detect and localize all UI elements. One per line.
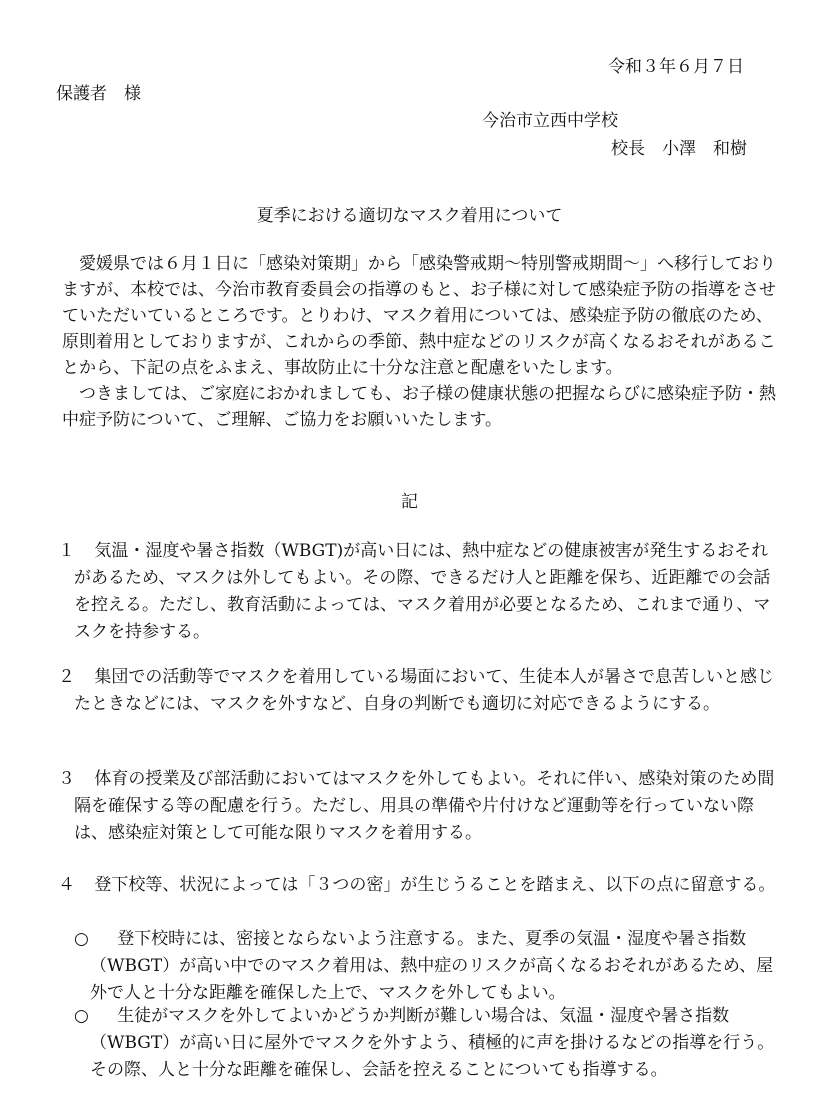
- circle-bullet-icon: ○: [74, 1006, 89, 1026]
- list-item-3: [58, 766, 776, 847]
- intro-section: [62, 251, 780, 433]
- list-item-4: [58, 872, 776, 899]
- principal-name: 校長 小澤 和樹: [611, 139, 747, 159]
- item-text: 体育の授業及び部活動においてはマスクを外してもよい。それに伴い、感染対策のため間隔を確保する等の配慮を行う。ただし、用具の準備や片付けなど運動等を行っていない際は、感染症対策として可能な限りマスクを着用する。: [74, 769, 775, 843]
- list-item-2: [58, 664, 776, 718]
- recipient: 保護者 様: [56, 84, 141, 104]
- item-number: ４: [58, 875, 75, 895]
- item-number: ３: [58, 769, 75, 789]
- school-name: 今治市立西中学校: [482, 111, 618, 131]
- document-date: 令和３年６月７日: [608, 57, 744, 77]
- item-number: ２: [58, 667, 75, 687]
- sub-item-text: 生徒がマスクを外してよいかどうか判断が難しい場合は、気温・湿度や暑さ指数（WBGT）が高い日に屋外でマスクを外すよう、積極的に声を掛けるなどの指導を行う。その際、人と十分な距離を確保し、会話を控えることについても指導する。: [90, 1006, 775, 1080]
- circle-bullet-icon: ○: [74, 929, 89, 949]
- list-item-1: [58, 538, 776, 646]
- intro-paragraph-2: つきましては、ご家庭におかれましても、お子様の健康状態の把握ならびに感染症予防・熱中症予防について、ご理解、ご協力をお願いいたします。: [62, 384, 776, 430]
- sub-item-1: [74, 926, 776, 1007]
- document-title: 夏季における適切なマスク着用について: [256, 206, 563, 226]
- sub-item-2: [74, 1003, 776, 1084]
- sub-item-text: 登下校時には、密接とならないよう注意する。また、夏季の気温・湿度や暑さ指数（WBGT）が高い中でのマスク着用は、熱中症のリスクが高くなるおそれがあるため、屋外で人と十分な距離を確保した上で、マスクを外してもよい。: [90, 929, 774, 1003]
- item-number: １: [58, 541, 75, 561]
- ki-heading: 記: [401, 492, 418, 512]
- item-text: 集団での活動等でマスクを着用している場面において、生徒本人が暑さで息苦しいと感じたときなどには、マスクを外すなど、自身の判断でも適切に対応できるようにする。: [74, 667, 775, 714]
- item-text: 登下校等、状況によっては「３つの密」が生じうることを踏まえ、以下の点に留意する。: [94, 875, 776, 895]
- intro-paragraph-1: 愛媛県では６月１日に「感染対策期」から「感染警戒期～特別警戒期間～」へ移行しておりますが、本校では、今治市教育委員会の指導のもと、お子様に対して感染症予防の指導をさせていただいているところです。とりわけ、マスク着用については、感染症予防の徹底のため、原則着用としておりますが、これからの季節、熱中症などのリスクが高くなるおそれがあることから、下記の点をふまえ、事故防止に十分な注意と配慮をいたします。: [62, 254, 776, 378]
- item-text: 気温・湿度や暑さ指数（WBGT)が高い日には、熱中症などの健康被害が発生するおそれがあるため、マスクは外してもよい。その際、できるだけ人と距離を保ち、近距離での会話を控える。ただし、教育活動によっては、マスク着用が必要となるため、これまで通り、マスクを持参する。: [74, 541, 771, 642]
